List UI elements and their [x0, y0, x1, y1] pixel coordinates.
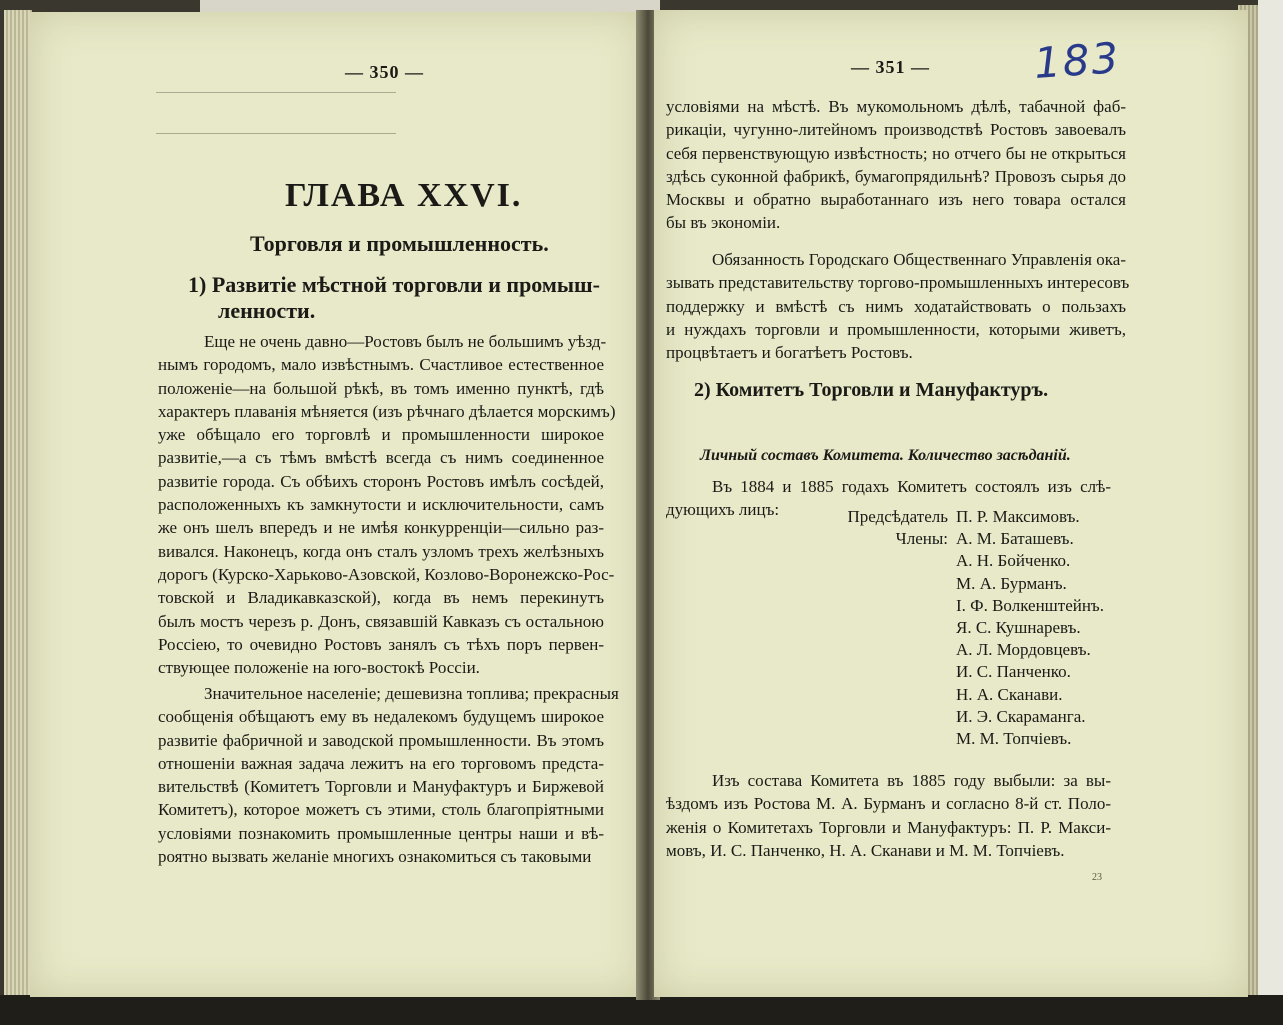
- section-title: 2) Комитетъ Торговли и Мануфактуръ.: [694, 379, 1049, 401]
- page-number: — 350 —: [345, 62, 424, 82]
- member-name: П. Р. Максимовъ.: [956, 507, 1080, 526]
- text-line: Въ 1884 и 1885 годахъ Комитетъ состоялъ изъ слѣ-: [712, 477, 1111, 496]
- text-line: Москвы и обратно выработаннаго изъ него товара остался: [666, 190, 1126, 210]
- member-row: [666, 661, 1111, 683]
- text-line: вивался. Наконецъ, когда онъ сталъ узломъ трехъ желѣзныхъ: [158, 541, 604, 561]
- text-line: Россіею, то очевидно Ростовъ занялъ съ тѣхъ поръ первен-: [158, 634, 604, 654]
- text-line: ѣздомъ изъ Ростова М. А. Бурманъ и согласно 8-й ст. Поло-: [666, 794, 1111, 814]
- left-page-edges: [4, 10, 32, 1010]
- text-line: Обязанность Городскаго Общественнаго Управленія ока-: [712, 250, 1126, 269]
- text-line: нымъ городомъ, мало извѣстнымъ. Счастливое естественное: [158, 355, 604, 375]
- member-name: М. М. Топчіевъ.: [956, 728, 1072, 748]
- right-paper-strip: [1258, 0, 1283, 1025]
- member-role: [948, 661, 956, 683]
- member-name: А. Л. Мордовцевъ.: [956, 640, 1091, 660]
- paragraph: [158, 330, 616, 679]
- text-line: развитіе города. Съ обѣихъ сторонъ Ростовъ имѣлъ сосѣдей,: [158, 471, 604, 491]
- text-line: уже обѣщало его торговлѣ и промышленности широкое: [158, 425, 604, 445]
- section-title: [188, 272, 628, 324]
- left-page: [30, 12, 642, 997]
- member-role: Члены:: [895, 529, 948, 549]
- text-line: Изъ состава Комитета въ 1885 году выбыли: за вы-: [712, 771, 1111, 790]
- member-row: [666, 639, 1111, 661]
- text-line: здѣсь суконной фабрикѣ, бумагопрядильнѣ? Провозъ сырья до: [666, 166, 1126, 186]
- text-line: рикаціи, чугунно-литейномъ производствѣ Ростовъ завоевалъ: [666, 120, 1126, 140]
- bleed-through-table: [156, 92, 396, 134]
- text-line: Комитетъ), которое можетъ съ этими, столь благопріятными: [158, 800, 604, 820]
- member-name: И. Э. Скараманга.: [956, 706, 1086, 726]
- text-line: дорогъ (Курско-Харьково-Азовской, Козлово-Воронежско-Рос-: [158, 564, 615, 584]
- member-role: [948, 617, 956, 639]
- text-line: себя первенствующую извѣстность; но отчего бы не открыться: [666, 143, 1126, 163]
- member-row: [666, 573, 1111, 595]
- text-line: зывать представительству торгово-промышленныхъ интересовъ: [666, 273, 1130, 293]
- section-title-line: 1) Развитіе мѣстной торговли и промыш-: [188, 272, 600, 297]
- member-name: І. Ф. Волкенштейнъ.: [956, 595, 1104, 615]
- member-name: М. А. Бурманъ.: [956, 573, 1067, 593]
- text-line: дующихъ лицъ:: [666, 500, 780, 520]
- text-line: развитіе,—а съ тѣмъ вмѣстѣ всегда съ нимъ соединенное: [158, 448, 604, 468]
- text-line: условіями познакомить промышленные центры наши и вѣ-: [158, 823, 604, 843]
- text-line: ствующее положеніе на юго-востокѣ Россіи.: [158, 658, 480, 678]
- text-line: процвѣтаетъ и богатѣетъ Ростовъ.: [666, 343, 913, 363]
- text-line: мовъ, И. С. Панченко, Н. А. Сканави и М. М. Топчіевъ.: [666, 840, 1065, 860]
- text-line: характеръ плаванія мѣняется (изъ рѣчнаго дѣлается морскимъ): [158, 401, 616, 421]
- member-name: А. М. Баташевъ.: [956, 529, 1074, 549]
- member-row: [666, 617, 1111, 639]
- text-line: роятно вызвать желаніе многихъ ознакомиться съ таковыми: [158, 847, 592, 867]
- paragraph: [666, 248, 1130, 364]
- right-page: [654, 10, 1248, 997]
- text-line: былъ мостъ черезъ р. Донъ, связавшій Кавказъ съ остальною: [158, 611, 604, 631]
- text-line: расположенныхъ къ замкнутости и исключительности, самъ: [158, 495, 604, 515]
- member-role: [948, 728, 956, 750]
- member-row: [666, 506, 1111, 528]
- text-line: же онъ шелъ впередъ и не имѣя конкурренціи—сильно раз-: [158, 518, 604, 538]
- chapter-title: ГЛАВА XXVI.: [285, 177, 523, 214]
- section-title-line: ленности.: [218, 298, 316, 323]
- text-line: условіями на мѣстѣ. Въ мукомольномъ дѣлѣ, табачной фаб-: [666, 97, 1126, 116]
- member-name: Н. А. Сканави.: [956, 684, 1063, 704]
- text-line: женія о Комитетахъ Торговли и Мануфактуръ: П. Р. Макси-: [666, 817, 1111, 837]
- member-name: А. Н. Бойченко.: [956, 551, 1071, 571]
- member-name: И. С. Панченко.: [956, 662, 1071, 682]
- paragraph: [666, 95, 1126, 235]
- text-line: развитіе фабричной и заводской промышленности. Въ этомъ: [158, 730, 604, 750]
- paragraph: [666, 769, 1111, 862]
- member-row: [666, 728, 1111, 750]
- member-role: [948, 639, 956, 661]
- text-line: бы въ экономіи.: [666, 213, 781, 233]
- underlying-document-strip: [200, 0, 660, 12]
- member-role: [948, 706, 956, 728]
- member-role: [948, 684, 956, 706]
- text-line: вительствѣ (Комитетъ Торговли и Мануфактуръ и Биржевой: [158, 777, 604, 797]
- chapter-subtitle: Торговля и промышленность.: [250, 231, 549, 256]
- members-list: [666, 506, 1111, 750]
- member-role: [948, 573, 956, 595]
- member-row: [666, 550, 1111, 572]
- member-row: [666, 706, 1111, 728]
- member-role: Предсѣдатель: [847, 507, 948, 526]
- handwritten-folio-number: 183: [1032, 33, 1122, 88]
- text-line: товской и Владикавказской), когда въ немъ перекинутъ: [158, 588, 604, 608]
- text-line: и нуждахъ торговли и промышленности, которыми живетъ,: [666, 319, 1126, 339]
- paragraph: [158, 682, 619, 868]
- text-line: положеніе—на большой рѣкѣ, въ томъ именно пунктѣ, гдѣ: [158, 378, 604, 398]
- text-line: Значительное населеніе; дешевизна топлива; прекрасныя: [204, 684, 619, 703]
- member-role: [948, 595, 956, 617]
- text-line: сообщенія обѣщаютъ ему въ недалекомъ будущемъ широкое: [158, 707, 604, 727]
- member-row: [666, 528, 1111, 550]
- member-role: [948, 550, 956, 572]
- member-row: [666, 684, 1111, 706]
- page-number: — 351 —: [851, 57, 930, 77]
- text-line: отношеніи важная задача лежитъ на его торговомъ предста-: [158, 753, 604, 773]
- subsection-title: Личный составъ Комитета. Количество засѣданій.: [700, 447, 1071, 464]
- signature-mark: 23: [1092, 872, 1102, 883]
- text-line: Еще не очень давно—Ростовъ былъ не большимъ уѣзд-: [204, 332, 607, 351]
- member-row: [666, 595, 1111, 617]
- member-name: Я. С. Кушнаревъ.: [956, 617, 1081, 637]
- text-line: поддержку и вмѣстѣ съ нимъ ходатайствовать о пользахъ: [666, 296, 1126, 316]
